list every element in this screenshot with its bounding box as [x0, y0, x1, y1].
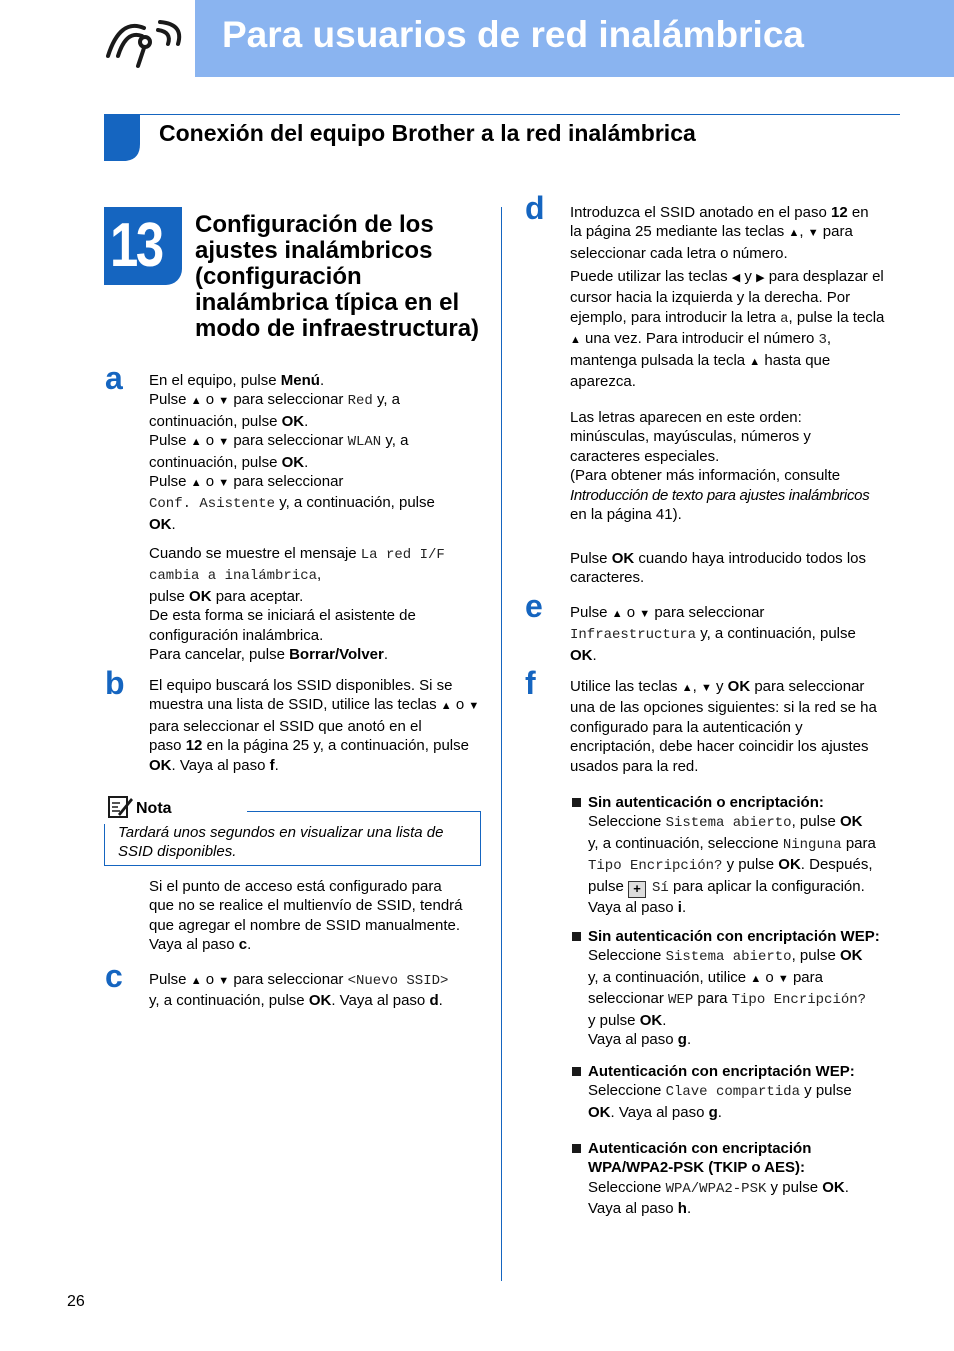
note-box-border-bottom [104, 865, 481, 866]
section-title: Conexión del equipo Brother a la red inalámbrica [159, 120, 696, 146]
substep-a-text: En el equipo, pulse Menú. Pulse ▲ o ▼ para seleccionar Red y, a continuación, pulse OK. Pulse ▲ o ▼ para seleccionar WLAN y, a continuación, pulse OK. Pulse ▲ o ▼ para seleccionar Conf. Asistente y, a continuación, pulse OK. [149, 372, 435, 533]
step-number-badge [104, 207, 182, 285]
note-box-border-left [104, 824, 105, 866]
note-pencil-icon [106, 794, 134, 824]
column-divider [501, 207, 502, 1281]
note-text: Tardará unos segundos en visualizar una lista de SSID disponibles. [118, 824, 444, 861]
note-title: Nota [136, 800, 172, 817]
note-box-border-right [480, 811, 481, 866]
page-number: 26 [67, 1293, 85, 1310]
header-title: Para usuarios de red inalámbrica [222, 14, 804, 55]
substep-f-text: Utilice las teclas ▲, ▼ y OK para seleccionar una de las opciones siguientes: si la red se ha configurado para la autenticación y encriptación, debe hacer coincidir los ajustes usados para la red. [570, 678, 877, 775]
wireless-signal-icon [100, 10, 190, 72]
section-rule [104, 114, 900, 115]
bullet-opt4 [572, 1144, 581, 1153]
bullet-opt2 [572, 932, 581, 941]
substep-c-text: Pulse ▲ o ▼ para seleccionar <Nuevo SSID> y, a continuación, pulse OK. Vaya al paso d. [149, 971, 449, 1010]
substep-d-p2: Puede utilizar las teclas ◀ y ▶ para desplazar el cursor hacia la izquierda y la derecha. Por ejemplo, para introducir la letra a, pulse la tecla ▲ una vez. Para introducir el número 3, mantenga pulsada la tecla ▲ hasta que aparezca. [570, 268, 885, 391]
substep-e-text: Pulse ▲ o ▼ para seleccionar Infraestructura y, a continuación, pulse OK. [570, 604, 856, 664]
option-no-auth-no-enc: Sin autenticación o encriptación: Seleccione Sistema abierto, pulse OK y, a continuación, seleccione Ninguna para Tipo Encripción? y pulse OK. Después, pulse + Sí para aplicar la configuración. Vaya al paso i. [588, 794, 876, 917]
bullet-opt3 [572, 1067, 581, 1076]
substep-d-p4: Pulse OK cuando haya introducido todos los caracteres. [570, 550, 867, 587]
bullet-opt1 [572, 798, 581, 807]
option-no-auth-wep: Sin autenticación con encriptación WEP: Seleccione Sistema abierto, pulse OK y, a continuación, utilice ▲ o ▼ para seleccionar WEP para Tipo Encripción? y pulse OK. Vaya al paso g. [588, 928, 880, 1049]
substep-label-c: c [105, 958, 123, 994]
note-box-border-top [247, 811, 481, 812]
section-marker [104, 114, 140, 161]
step-title: Configuración de los ajustes inalámbricos (configuración inalámbrica típica en el modo de infraestructura) [195, 211, 480, 342]
option-auth-wpa: Autenticación con encriptación WPA/WPA2-PSK (TKIP o AES): Seleccione WPA/WPA2-PSK y pulse OK. Vaya al paso h. [588, 1140, 849, 1218]
after-note-text: Si el punto de acceso está configurado para que no se realice el multienvío de SSID, tendrá que agregar el nombre de SSID manualmente. Vaya al paso c. [149, 878, 463, 954]
step-number: 13 [110, 211, 162, 280]
plus-key-icon: + [628, 881, 646, 898]
option-auth-wep: Autenticación con encriptación WEP: Seleccione Clave compartida y pulse OK. Vaya al paso g. [588, 1063, 855, 1121]
substep-d-p1: Introduzca el SSID anotado en el paso 12 en la página 25 mediante las teclas ▲, ▼ para seleccionar cada letra o número. [570, 204, 869, 262]
substep-label-f: f [525, 665, 536, 701]
substep-label-e: e [525, 588, 543, 624]
note-box [104, 794, 481, 866]
substep-b-text: El equipo buscará los SSID disponibles. Si se muestra una lista de SSID, utilice las teclas ▲ o ▼ para seleccionar el SSID que anotó en el paso 12 en la página 25 y, a continuación, pulse OK. Vaya al paso f. [149, 677, 480, 774]
substep-label-b: b [105, 665, 125, 701]
substep-label-a: a [105, 360, 123, 396]
header-band [195, 0, 954, 77]
substep-d-p3: Las letras aparecen en este orden: minúsculas, mayúsculas, números y caracteres especiales. (Para obtener más información, consulte Introducción de texto para ajustes inalámbricos en la página 41). [570, 409, 870, 524]
substep-a-message: Cuando se muestre el mensaje La red I/F cambia a inalámbrica, pulse OK para aceptar. De esta forma se iniciará el asistente de configuración inalámbrica. Para cancelar, pulse Borrar/Volver. [149, 545, 445, 664]
substep-label-d: d [525, 190, 545, 226]
header-logo [100, 10, 190, 72]
